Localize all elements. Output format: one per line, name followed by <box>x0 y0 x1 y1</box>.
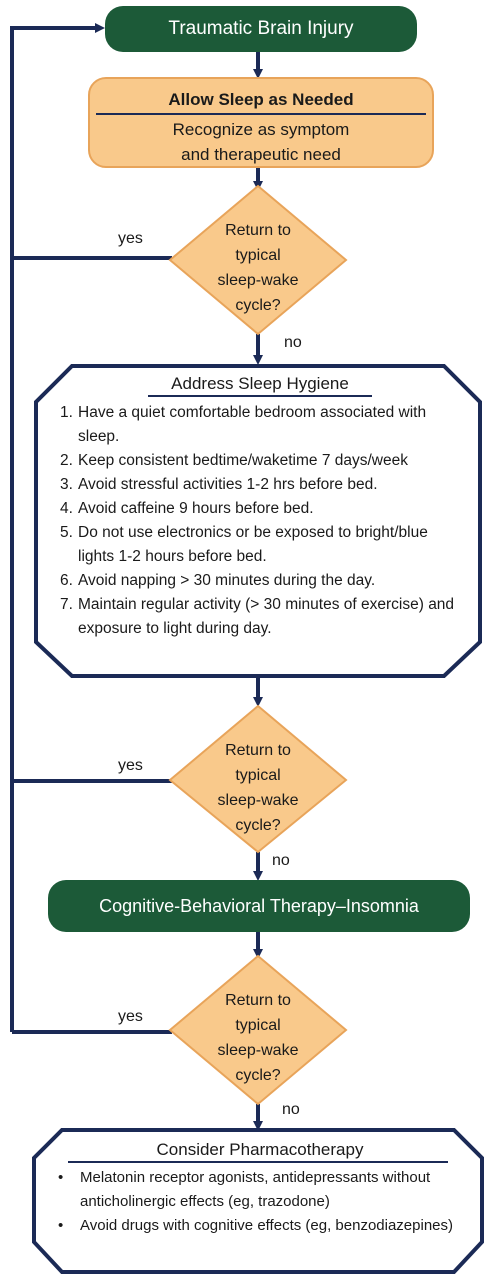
allow-sleep-node <box>88 77 434 168</box>
decision-1-line: typical <box>235 247 281 264</box>
hygiene-item-number: 7. <box>60 596 73 613</box>
decision-2-line: Return to <box>225 742 291 759</box>
decision-2-text <box>178 738 338 838</box>
hygiene-item <box>60 521 462 569</box>
hygiene-item-number: 2. <box>60 452 73 469</box>
decision-2-line: typical <box>235 767 281 784</box>
no-label-1: no <box>284 334 302 351</box>
allow-sleep-title: Allow Sleep as Needed <box>168 90 354 109</box>
hygiene-title <box>140 374 380 394</box>
no-label-2: no <box>272 852 290 869</box>
decision-1-line: Return to <box>225 222 291 239</box>
cbt-node <box>48 880 470 932</box>
hygiene-item <box>60 593 462 641</box>
hygiene-list <box>60 401 462 641</box>
allow-sleep-line1: Recognize as symptom <box>172 120 350 139</box>
hygiene-item-number: 5. <box>60 524 73 541</box>
pharm-title-text: Consider Pharmacotherapy <box>156 1140 364 1159</box>
hygiene-item <box>60 497 462 521</box>
hygiene-item-text: Avoid caffeine 9 hours before bed. <box>78 500 314 517</box>
pharm-item-text: Avoid drugs with cognitive effects (eg, benzodiazepines) <box>80 1217 454 1234</box>
pharm-list <box>58 1166 470 1238</box>
decision-3-line: Return to <box>225 992 291 1009</box>
hygiene-item-text: Keep consistent bedtime/waketime 7 days/week <box>78 452 408 469</box>
decision-1-text <box>178 218 338 318</box>
bullet-dot: • <box>58 1217 64 1234</box>
pharm-item <box>58 1166 470 1214</box>
tbi-label: Traumatic Brain Injury <box>168 18 354 39</box>
decision-2-line: sleep-wake <box>217 792 299 809</box>
cbt-label: Cognitive-Behavioral Therapy–Insomnia <box>99 895 419 916</box>
bullet-dot: • <box>58 1169 64 1186</box>
hygiene-item <box>60 449 462 473</box>
yes-label-1: yes <box>118 230 143 247</box>
hygiene-item-text: Avoid stressful activities 1-2 hrs before bed. <box>78 476 378 493</box>
hygiene-item-number: 1. <box>60 404 73 421</box>
hygiene-item <box>60 401 462 449</box>
yes-label-3: yes <box>118 1008 143 1025</box>
no-label-3: no <box>282 1101 300 1118</box>
pharm-title <box>110 1140 410 1160</box>
decision-3-text <box>178 988 338 1088</box>
hygiene-item-text: Have a quiet comfortable bedroom associated with sleep. <box>78 404 427 445</box>
pharm-item-text: Melatonin receptor agonists, antidepressants without anticholinergic effects (eg, trazodone) <box>80 1169 431 1210</box>
hygiene-item-text: Maintain regular activity (> 30 minutes of exercise) and exposure to light during day. <box>78 596 455 637</box>
decision-3-line: typical <box>235 1017 281 1034</box>
allow-sleep-divider <box>96 113 426 115</box>
decision-2-line: cycle? <box>235 817 281 834</box>
hygiene-item-number: 3. <box>60 476 73 493</box>
allow-sleep-line2: and therapeutic need <box>181 145 341 164</box>
hygiene-title-text: Address Sleep Hygiene <box>171 374 349 393</box>
hygiene-item-number: 6. <box>60 572 73 589</box>
hygiene-item <box>60 473 462 497</box>
decision-1-line: cycle? <box>235 297 281 314</box>
decision-3-line: cycle? <box>235 1067 281 1084</box>
hygiene-item-text: Do not use electronics or be exposed to bright/blue lights 1-2 hours before bed. <box>78 524 428 565</box>
hygiene-item-text: Avoid napping > 30 minutes during the day. <box>78 572 376 589</box>
decision-3-line: sleep-wake <box>217 1042 299 1059</box>
decision-1-line: sleep-wake <box>217 272 299 289</box>
hygiene-item-number: 4. <box>60 500 73 517</box>
pharm-item <box>58 1214 470 1238</box>
hygiene-item <box>60 569 462 593</box>
yes-label-2: yes <box>118 757 143 774</box>
tbi-node <box>105 6 417 52</box>
